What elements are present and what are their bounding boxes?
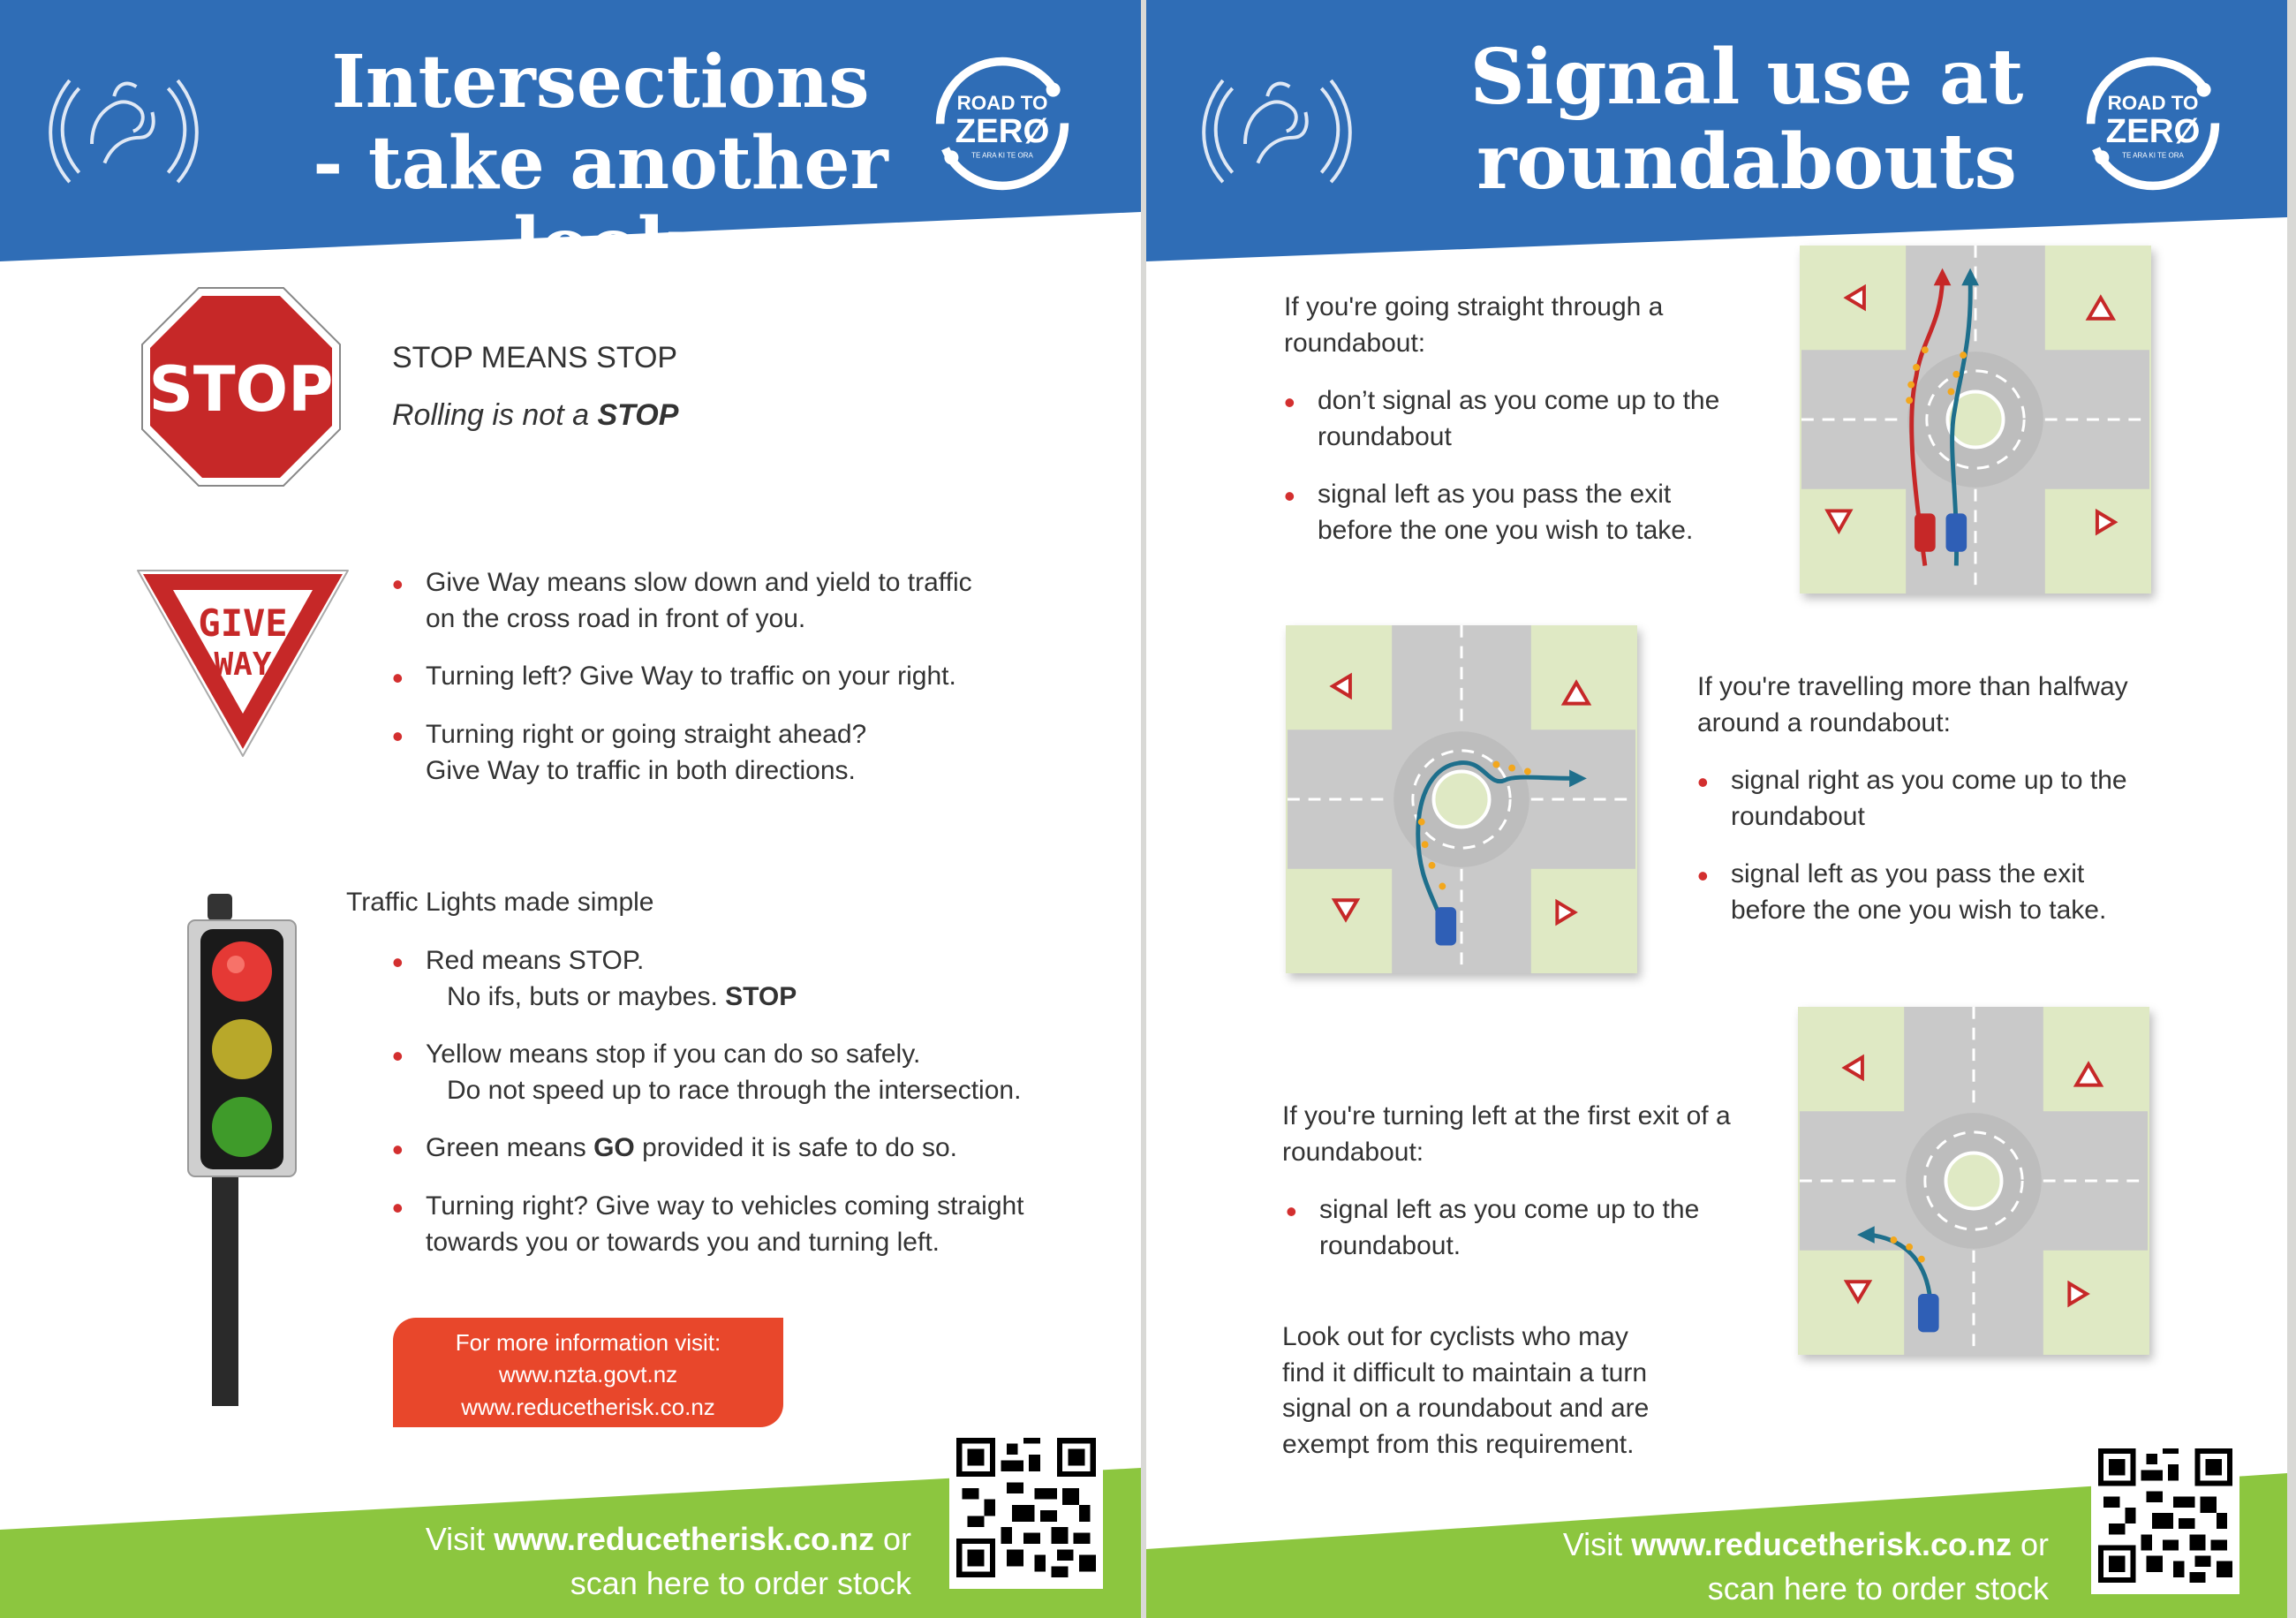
giveway-bullet-2: • Turning left? Give Way to traffic on your right. [392,659,956,695]
info-link-reducetherisk[interactable]: www.reducetherisk.co.nz [461,1393,715,1420]
info-heading: For more information visit: [455,1329,721,1356]
cyclists-note: Look out for cyclists who may find it difficult to maintain a turn signal on a roundabout and are exempt from this requirement. [1282,1322,1650,1459]
footer-url[interactable]: www.reducetherisk.co.nz [494,1521,874,1557]
qr-code[interactable] [2091,1441,2239,1594]
section1-bullet-2: • signal left as you pass the exit before the one you wish to take. [1284,477,1693,548]
logo-line-2: ZERØ [2105,111,2201,150]
roundabout-diagram-straight [1800,246,2151,594]
section1-bullet-1: • don’t signal as you come up to the roundabout [1284,383,1719,455]
section2-bullet-1: • signal right as you come up to the roundabout [1697,763,2127,835]
footer-text: Visit www.reducetherisk.co.nz or scan here to order stock [425,1521,911,1602]
giveway-bullet-1: • Give Way means slow down and yield to traffic on the cross road in front of you. [392,565,972,637]
qr-code[interactable] [949,1431,1103,1589]
roundabout-diagram-more-than-halfway [1286,625,1637,973]
lights-bullet-turning-right: • Turning right? Give way to vehicles coming straight towards you or towards you and turning left. [392,1189,1024,1260]
lights-bullet-red: • Red means STOP. No ifs, buts or maybes. STOP [392,943,797,1015]
qr-code-image [2098,1448,2232,1583]
hands-road-icon [1197,49,1356,208]
more-info-box [393,1318,783,1427]
header-banner [1146,0,2287,283]
logo-tagline: TE ARA KI TE ORA [971,151,1033,160]
section2-intro: If you're travelling more than halfway around a roundabout: [1697,672,2128,737]
logo-line-2: ZERØ [955,111,1050,150]
logo-line-1: ROAD TO [956,92,1048,114]
give-way-line-2: WAY [214,646,272,683]
intersections-leaflet [0,0,1141,1618]
stop-heading: STOP MEANS STOP [392,341,678,374]
stop-sign-label: STOP [148,353,334,426]
roundabouts-leaflet [1146,0,2287,1618]
title-line-2: - take another look [313,120,888,287]
give-way-line-1: GIVE [198,601,288,645]
footer-text: Visit www.reducetherisk.co.nz or scan here to order stock [1562,1526,2049,1607]
header-banner [0,0,1141,287]
section1-intro: If you're going straight through a roundabout: [1284,292,1664,358]
title-line-1: Signal use at [1469,33,2024,122]
section2-bullet-2: • signal left as you pass the exit before the one you wish to take. [1697,857,2106,928]
logo-line-1: ROAD TO [2107,92,2199,114]
giveway-bullet-3: • Turning right or going straight ahead? Give Way to traffic in both directions. [392,717,866,789]
title-line-2: roundabouts [1477,117,2017,208]
lights-bullet-green: • Green means GO provided it is safe to do so. [392,1130,957,1167]
info-link-nzta[interactable]: www.nzta.govt.nz [498,1361,678,1388]
road-to-zero-logo [2082,53,2224,194]
traffic-lights-heading: Traffic Lights made simple [346,888,654,917]
road-to-zero-logo [932,53,1073,194]
give-way-sign [134,567,351,760]
traffic-light [181,894,305,1406]
hands-road-icon [44,49,203,208]
footer-url[interactable]: www.reducetherisk.co.nz [1631,1526,2012,1562]
stop-subheading: Rolling is not a STOP [392,398,679,432]
qr-code-image [956,1438,1096,1577]
section3-intro: If you're turning left at the first exit of a roundabout: [1282,1101,1731,1167]
logo-tagline: TE ARA KI TE ORA [2122,151,2184,160]
lights-bullet-yellow: • Yellow means stop if you can do so safely. Do not speed up to race through the intersection. [392,1037,1021,1108]
section3-bullet-1: • signal left as you come up to the roundabout. [1286,1192,1699,1264]
title-line-1: Intersections [331,40,870,125]
stop-sign [140,285,343,488]
roundabout-diagram-turning-left [1798,1007,2149,1355]
